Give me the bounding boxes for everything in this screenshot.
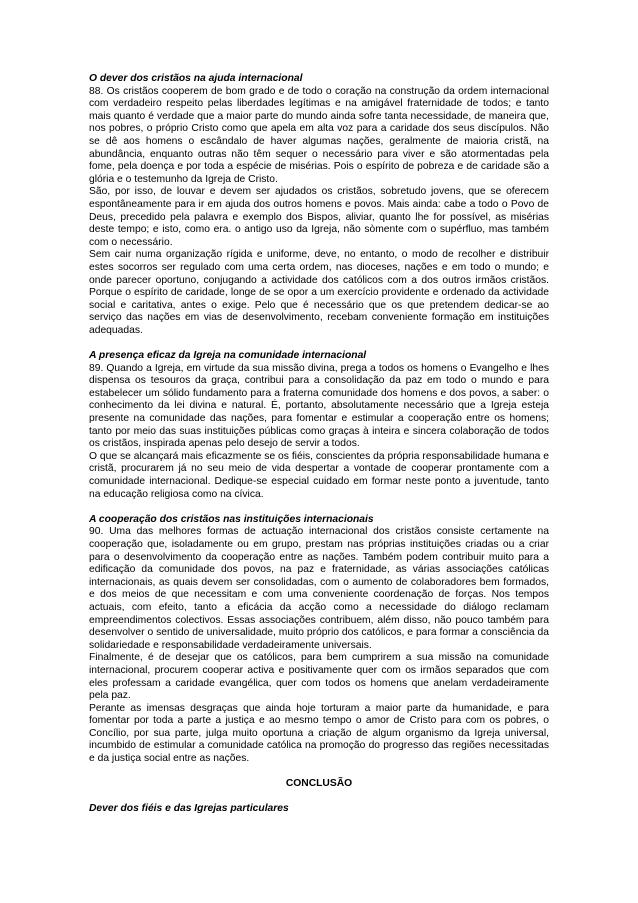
paragraph: O que se alcançará mais eficazmente se os fiéis, conscientes da própria responsabilidade humana e cristã, procurarem já no seu meio de vida despertar a vontade de cooperar prontamente com a comunidade internacional. Dedique-se especial cuidado em formar neste ponto a juventude, tanto na educação religiosa como na cívica.: [89, 450, 549, 500]
paragraph: 88. Os cristãos cooperem de bom grado e de todo o coração na construção da ordem internacional com verdadeiro respeito pelas liberdades legítimas e na amigável fraternidade de todos; e tanto mais quanto é verdade que a maior parte do mundo ainda sofre tanta necessidade, de maneira que, nos pobres, o próprio Cristo como que apela em alta voz para a caridade dos seus discípulos. Não se dê aos homens o escândalo de haver algumas nações, geralmente de maioria cristã, na abundância, enquanto outras não têm sequer o necessário para viver e são atormentadas pela fome, pela doença e por toda a espécie de misérias. Pois o espírito de pobreza e de caridade são a glória e o testemunho da Igreja de Cristo.: [89, 85, 549, 185]
spacer: [89, 766, 549, 779]
section-heading: A presença eficaz da Igreja na comunidade internacional: [89, 350, 367, 362]
paragraph: Finalmente, é de desejar que os católicos, para bem cumprirem a sua missão na comunidade internacional, procurem cooperar activa e positivamente quer com os irmãos separados que com eles professam a caridade evangélica, quer com todos os homens que anelam verdadeiramente pela paz.: [89, 652, 549, 702]
conclusion-title: CONCLUSÃO: [285, 778, 353, 790]
spacer: [89, 501, 549, 514]
conclusion-subheading: Dever dos fiéis e das Igrejas particulares: [89, 803, 289, 815]
section-heading: A cooperação dos cristãos nas instituições internacionais: [89, 513, 374, 525]
paragraph: São, por isso, de louvar e devem ser ajudados os cristãos, sobretudo jovens, que se oferecem espontâneamente para ir em ajuda dos outros homens e povos. Mais ainda: cabe a todo o Povo de Deus, precedido pela palavra e exemplo dos Bispos, aliviar, quanto lhe for possível, as misérias deste tempo; e isto, como era. o antigo uso da Igreja, não sòmente com o supérfluo, mas também com o necessário.: [89, 186, 549, 248]
paragraph: Perante as imensas desgraças que ainda hoje torturam a maior parte da humanidade, e para fomentar por toda a parte a justiça e ao mesmo tempo o amor de Cristo para com os pobres, o Concílio, por sua parte, julga muito oportuna a criação de algum organismo da Igreja universal, incumbido de estimular a comunidade católica na promoção do progresso das regiões necessitadas e da justiça social entre as nações.: [89, 702, 549, 765]
spacer: [89, 791, 549, 804]
paragraph: 90. Uma das melhores formas de actuação internacional dos cristãos consiste certamente na cooperação que, isoladamente ou em grupo, prestam nas próprias instituições criadas ou a criar para o desenvolvimento da cooperação entre as nações. Também podem contribuir muito para a edificação da comunidade dos povos, na paz e fraternidade, as várias associações católicas internacionais, as quais devem ser consolidadas, com o aumento de colaboradores bem formados, e dos meios de que necessitam e com uma conveniente coordenação de forças. Nos tempos actuais, com efeito, tanto a eficácia da acção como a necessidade do diálogo reclamam empreendimentos colectivos. Essas associações contribuem, além disso, não pouco também para desenvolver o sentido de universalidade, muito próprio dos católicos, e para formar a consciência da solidariedade e responsabilidade verdadeiramente universais.: [89, 526, 549, 651]
paragraph: 89. Quando a Igreja, em virtude da sua missão divina, prega a todos os homens o Evangelho e lhes dispensa os tesouros da graça, contribui para a consolidação da paz em todo o mundo e para estabelecer um sólido fundamento para a fraterna comunidade dos homens e dos povos, a saber: o conhecimento da lei divina e natural. É, portanto, absolutamente necessário que a Igreja esteja presente na comunidade das nações, para fomentar e estimular a cooperação entre os homens; tanto por meio das suas instituições públicas como graças à inteira e sincera colaboração de todos os cristãos, inspirada apenas pelo desejo de servir a todos.: [89, 362, 549, 450]
spacer: [89, 337, 549, 350]
section-heading: O dever dos cristãos na ajuda internacional: [89, 73, 303, 84]
document-page: [89, 73, 549, 816]
paragraph: Sem cair numa organização rígida e uniforme, deve, no entanto, o modo de recolher e distribuir estes socorros ser regulado com uma certa ordem, nas dioceses, nações e em todo o mundo; e onde parecer oportuno, conjugando a actividade dos católicos com a dos outros irmãos cristãos. Porque o espírito de caridade, longe de se opor a um exercício providente e ordenado da actividade social e caritativa, antes o exige. Pelo que é necessário que os que pretendem dedicar-se ao serviço das nações em vias de desenvolvimento, recebam conveniente formação em instituições adequadas.: [89, 249, 549, 336]
